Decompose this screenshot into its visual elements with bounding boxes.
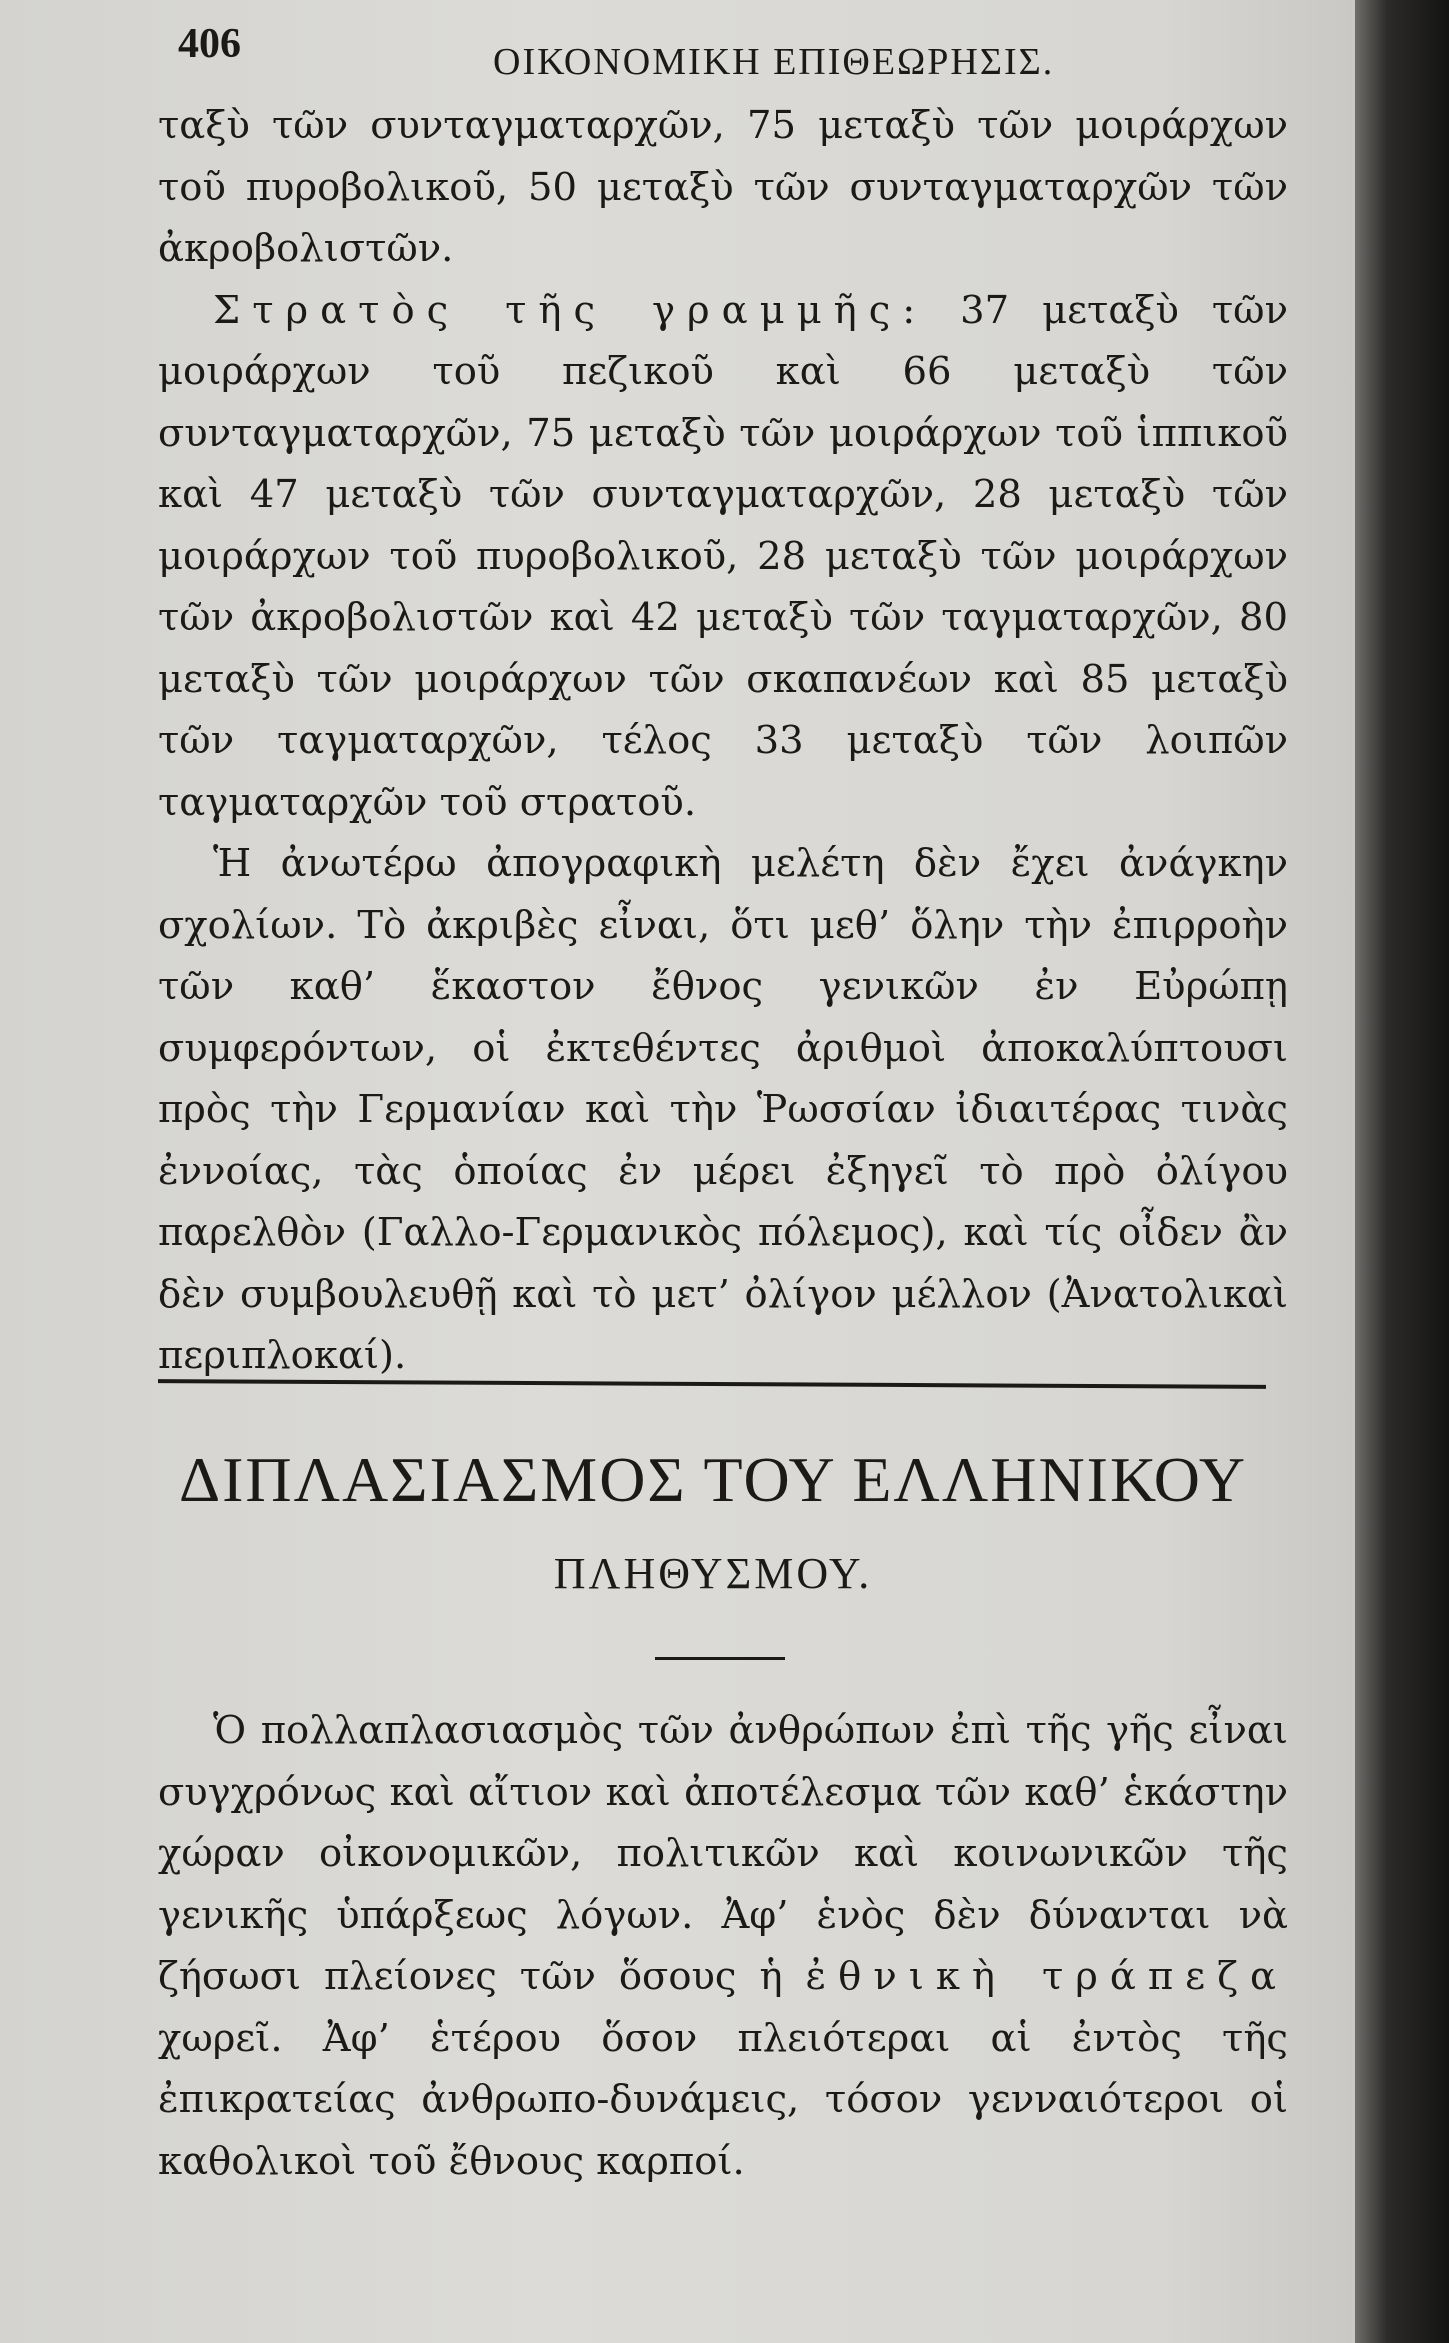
spaced-phrase: ἐθνικὴ τράπεζα [805, 1954, 1288, 1999]
section-lead: Στρατὸς τῆς γραμμῆς: [213, 287, 928, 333]
section-subtitle: ΠΛΗΘΥΣΜΟΥ. [553, 1549, 873, 1598]
page-header [178, 20, 1288, 83]
paragraph-text: χωρεῖ. Ἀφ’ ἑτέρου ὅσον πλειότεραι αἱ ἐντὸς τῆς ἐπικρατείας ἀνθρωπο-δυνάμεις, τόσον γενναιότεροι οἱ καθολικοὶ τοῦ ἔθνους καρποί. [158, 2015, 1288, 2184]
running-head: ΟΙΚΟΝΟΜΙΚΗ ΕΠΙΘΕΩΡΗΣΙΣ. [493, 41, 1055, 83]
paragraph [158, 280, 1288, 834]
section-title: ΔΙΠΛΑΣΙΑΣΜΟΣ ΤΟΥ ΕΛΛΗΝΙΚΟΥ [178, 1444, 1248, 1515]
binding-shadow [1355, 0, 1449, 2343]
paragraph-text: 37 μεταξὺ τῶν μοιράρχων τοῦ πεζικοῦ καὶ 66 μεταξὺ τῶν συνταγματαρχῶν, 75 μεταξὺ τῶν μοιράρχων τοῦ ἱππικοῦ καὶ 47 μεταξὺ τῶν συνταγματαρχῶν, 28 μεταξὺ τῶν μοιράρχων τοῦ πυροβολικοῦ, 28 μεταξὺ τῶν μοιράρχων τῶν ἀκροβολιστῶν καὶ 42 μεταξὺ τῶν ταγματαρχῶν, 80 μεταξὺ τῶν μοιράρχων τῶν σκαπανέων καὶ 85 μεταξὺ τῶν ταγματαρχῶν, τέλος 33 μεταξὺ τῶν λοιπῶν ταγματαρχῶν τοῦ στρατοῦ. [158, 287, 1288, 825]
paragraph-text: Ὁ πολλαπλασιασμὸς τῶν ἀνθρώπων ἐπὶ τῆς γῆς εἶναι συγχρόνως καὶ αἴτιον καὶ ἀποτέλεσμα τῶν καθ’ ἑκάστην χώραν οἰκονομικῶν, πολιτικῶν καὶ κοινωνικῶν τῆς γενικῆς ὑπάρξεως λόγων. Ἀφ’ ἑνὸς δὲν δύνανται νὰ ζήσωσι πλείονες τῶν ὅσους ἡ [158, 1708, 1288, 1999]
paragraph: Ἡ ἀνωτέρω ἀπογραφικὴ μελέτη δὲν ἔχει ἀνάγκην σχολίων. Τὸ ἀκριβὲς εἶναι, ὅτι μεθ’ ὅλην τὴν ἐπιρροὴν τῶν καθ’ ἕκαστον ἔθνος γενικῶν ἐν Εὐρώπῃ συμφερόντων, οἱ ἐκτεθέντες ἀριθμοὶ ἀποκαλύπτουσι πρὸς τὴν Γερμανίαν καὶ τὴν Ῥωσσίαν ἰδιαιτέρας τινὰς ἐννοίας, τὰς ὁποίας ἐν μέρει ἐξηγεῖ τὸ πρὸ ὀλίγου παρελθὸν (Γαλλο-Γερμανικὸς πόλεμος), καὶ τίς οἶδεν ἂν δὲν συμβουλευθῇ καὶ τὸ μετ’ ὀλίγον μέλλον (Ἀνατολικαὶ περιπλοκαί). [158, 841, 1288, 1378]
top-text-block [158, 95, 1288, 1387]
paragraph: ταξὺ τῶν συνταγματαρχῶν, 75 μεταξὺ τῶν μοιράρχων τοῦ πυροβολικοῦ, 50 μεταξὺ τῶν συνταγματαρχῶν τῶν ἀκροβολιστῶν. [158, 103, 1288, 271]
paragraph [158, 1700, 1288, 2192]
bottom-text-block [158, 1700, 1288, 2192]
title-rule [655, 1657, 785, 1660]
page-number: 406 [178, 21, 241, 67]
